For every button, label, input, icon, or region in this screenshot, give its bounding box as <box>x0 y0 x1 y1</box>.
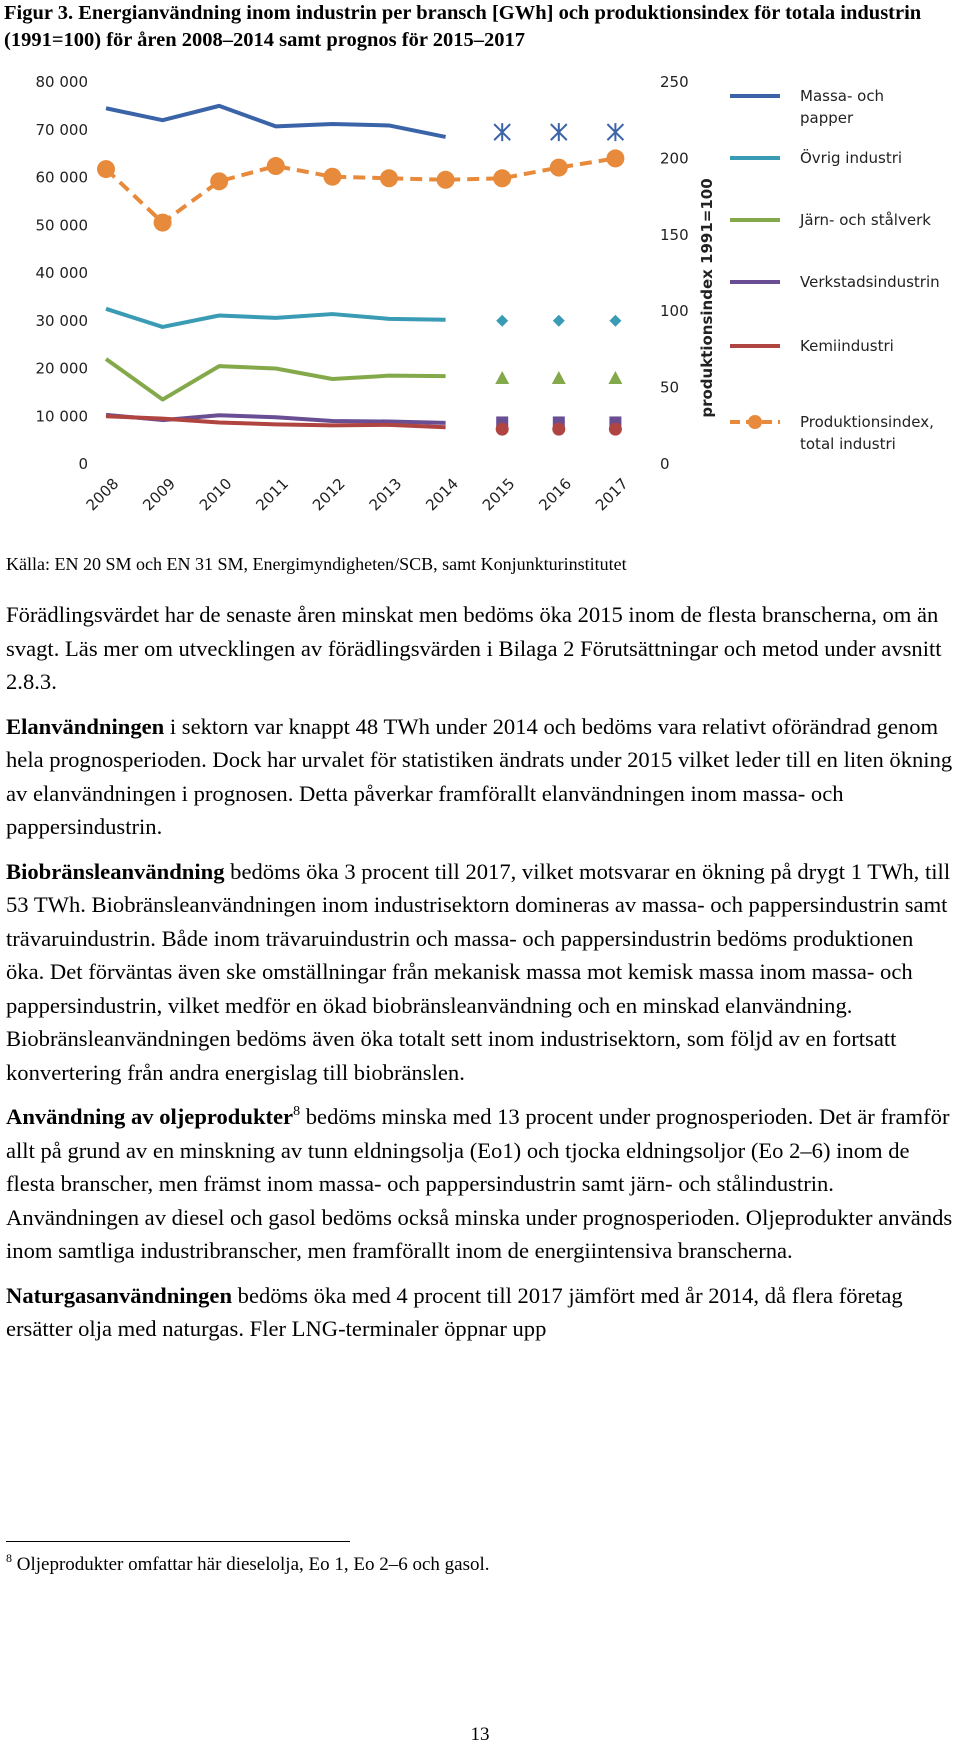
legend-item <box>730 413 934 453</box>
figure-source: Källa: EN 20 SM och EN 31 SM, Energimyndigheten/SCB, samt Konjunkturinstitutet <box>6 554 627 574</box>
y-tick-label: 70 000 <box>35 120 88 139</box>
legend <box>730 87 940 453</box>
data-point <box>552 423 565 436</box>
y2-tick-label: 0 <box>660 455 670 473</box>
paragraph-2 <box>6 710 954 844</box>
y-tick-label: 30 000 <box>35 311 88 330</box>
y2-tick-label: 100 <box>660 302 689 321</box>
series-line <box>106 106 446 137</box>
series-line <box>106 158 615 222</box>
y-axis-left <box>36 73 89 473</box>
data-point <box>496 423 509 436</box>
footnote <box>6 1553 946 1577</box>
x-tick-label: 2010 <box>195 474 236 515</box>
paragraph-5 <box>6 1279 954 1346</box>
y2-tick-label: 250 <box>660 73 689 91</box>
series-kemiindustri <box>106 416 622 435</box>
legend-item <box>730 211 931 229</box>
paragraph-4-lead: Användning av oljeprodukter <box>6 1104 294 1129</box>
legend-label: Kemiindustri <box>800 337 894 355</box>
legend-label: Övrig industri <box>800 149 903 167</box>
y-tick-label: 80 000 <box>35 73 88 91</box>
legend-item <box>730 148 902 167</box>
y2-axis-label: produktionsindex 1991=100 <box>698 178 716 418</box>
paragraph-4 <box>6 1100 954 1268</box>
series-järn-och-stålverk <box>106 359 622 400</box>
data-point <box>606 149 624 167</box>
figure-title: Figur 3. Energianvändning inom industrin per bransch [GWh] och produktionsindex för totala industrin (1991=100) för åren 2008–2014 samt prognos för 2015–2017 <box>4 2 922 51</box>
x-tick-label: 2008 <box>82 474 123 515</box>
data-point <box>609 315 621 327</box>
y2-tick-label: 50 <box>660 378 680 397</box>
data-point <box>437 171 455 189</box>
y-axis-right <box>660 73 689 473</box>
data-point <box>267 157 285 175</box>
data-point <box>495 371 509 384</box>
paragraph-1: Förädlingsvärdet har de senaste åren minskat men bedöms öka 2015 inom de flesta branscherna, om än svagt. Läs mer om utvecklingen av förädlingsvärden i Bilaga 2 Förutsättningar och metod under avsnitt 2.8.3. <box>6 602 942 694</box>
data-point <box>551 123 567 141</box>
paragraph-2-lead: Elanvändningen <box>6 713 165 739</box>
series-line <box>106 309 446 327</box>
y2-tick-label: 150 <box>660 225 689 244</box>
footnote-text: Oljeprodukter omfattar här dieselolja, Eo 1, Eo 2–6 och gasol. <box>12 1554 490 1575</box>
data-point <box>496 315 508 327</box>
series-övrig-industri <box>106 309 621 327</box>
x-tick-label: 2017 <box>591 474 632 515</box>
x-tick-label: 2009 <box>139 474 179 515</box>
legend-item <box>730 337 894 355</box>
x-tick-label: 2012 <box>308 474 349 515</box>
data-point <box>550 159 568 177</box>
data-point <box>494 123 510 141</box>
y-tick-label: 0 <box>78 455 88 473</box>
data-point <box>552 371 566 384</box>
legend-item <box>730 87 884 127</box>
paragraph-3-lead: Biobränsleanvändning <box>6 858 225 884</box>
data-point <box>323 168 341 186</box>
footnote-mark: 8 <box>6 1551 12 1565</box>
paragraph-3 <box>6 855 954 1090</box>
legend-label: Verkstadsindustrin <box>800 273 940 291</box>
line-chart <box>0 60 960 550</box>
x-axis <box>83 475 632 515</box>
x-tick-label: 2011 <box>252 474 293 515</box>
paragraph-5-text: bedöms öka med 4 procent till 2017 jämfört med år 2014, då flera företag ersätter olja med naturgas. Fler LNG-terminaler öppnar upp <box>6 1282 903 1341</box>
y-tick-label: 60 000 <box>35 168 88 187</box>
data-point <box>380 169 398 187</box>
x-tick-label: 2016 <box>535 474 576 515</box>
series-produktionsindex-total-industri <box>97 149 624 231</box>
legend-label: Massa- och papper <box>800 87 885 127</box>
legend-label: Järn- och stålverk <box>800 211 931 229</box>
data-point <box>609 423 622 436</box>
y-tick-label: 50 000 <box>35 216 88 235</box>
x-tick-label: 2015 <box>478 474 519 515</box>
series-layer <box>97 106 624 436</box>
data-point <box>553 315 565 327</box>
series-massa-och-papper <box>106 106 623 141</box>
data-point <box>154 214 172 232</box>
paragraph-2-text: i sektorn var knappt 48 TWh under 2014 och bedöms vara relativt oförändrad genom hela prognosperioden. Dock har urvalet för statistiken ändrats under 2015 vilket leder till en liten ökning av elanvändningen i prognosen. Detta påverkar framförallt elanvändningen inom massa- och pappersindustrin. <box>6 713 953 839</box>
paragraph-4-text: bedöms minska med 13 procent under prognosperioden. Det är framför allt på grund av en minskning av tunn eldningsolja (Eo1) och tjocka eldningsoljor (Eo 2–6) inom de flesta branscher, men främst inom massa- och pappersindustrin samt järn- och stålindustrin. Användningen av diesel och gasol bedöms också minska under prognosperioden. Oljeprodukter används inom samtliga industribranscher, men framförallt inom de energiintensiva branscherna. <box>6 1104 953 1263</box>
page-number: 13 <box>470 1724 490 1745</box>
y-tick-label: 40 000 <box>35 264 88 282</box>
x-tick-label: 2013 <box>365 474 406 515</box>
y2-tick-label: 200 <box>660 149 689 168</box>
data-point <box>97 160 115 178</box>
x-tick-label: 2014 <box>422 474 462 515</box>
y-tick-label: 20 000 <box>35 359 88 378</box>
data-point <box>493 169 511 187</box>
footnote-ref[interactable]: 8 <box>293 1104 301 1119</box>
footnote-divider <box>6 1541 350 1542</box>
data-point <box>210 172 228 190</box>
data-point <box>607 123 623 141</box>
paragraph-3-text: bedöms öka 3 procent till 2017, vilket motsvarar en ökning på drygt 1 TWh, till 53 TWh. Biobränsleanvändningen inom industrisektorn domineras av massa- och pappersindustrin samt trävaruindustrin. Både inom trävaruindustrin och massa- och pappersindustrin bedöms produktionen öka. Det förväntas även ske omställningar från mekanisk massa mot kemisk massa inom massa- och pappersindustrin, vilket medför en ökad biobränsleanvändning och en minskad elanvändning. Biobränsleanvändningen bedöms även öka totalt sett inom industrisektorn, som följd av en fortsatt konvertering från andra energislag till biobränslen. <box>6 858 951 1085</box>
legend-item <box>730 273 940 291</box>
legend-label: Produktionsindex, total industri <box>800 413 934 453</box>
body-text <box>6 598 954 1357</box>
y-tick-label: 10 000 <box>35 407 88 426</box>
data-point <box>608 371 622 384</box>
legend-marker <box>748 415 762 429</box>
series-line <box>106 359 446 400</box>
paragraph-5-lead: Naturgasanvändningen <box>6 1282 233 1308</box>
